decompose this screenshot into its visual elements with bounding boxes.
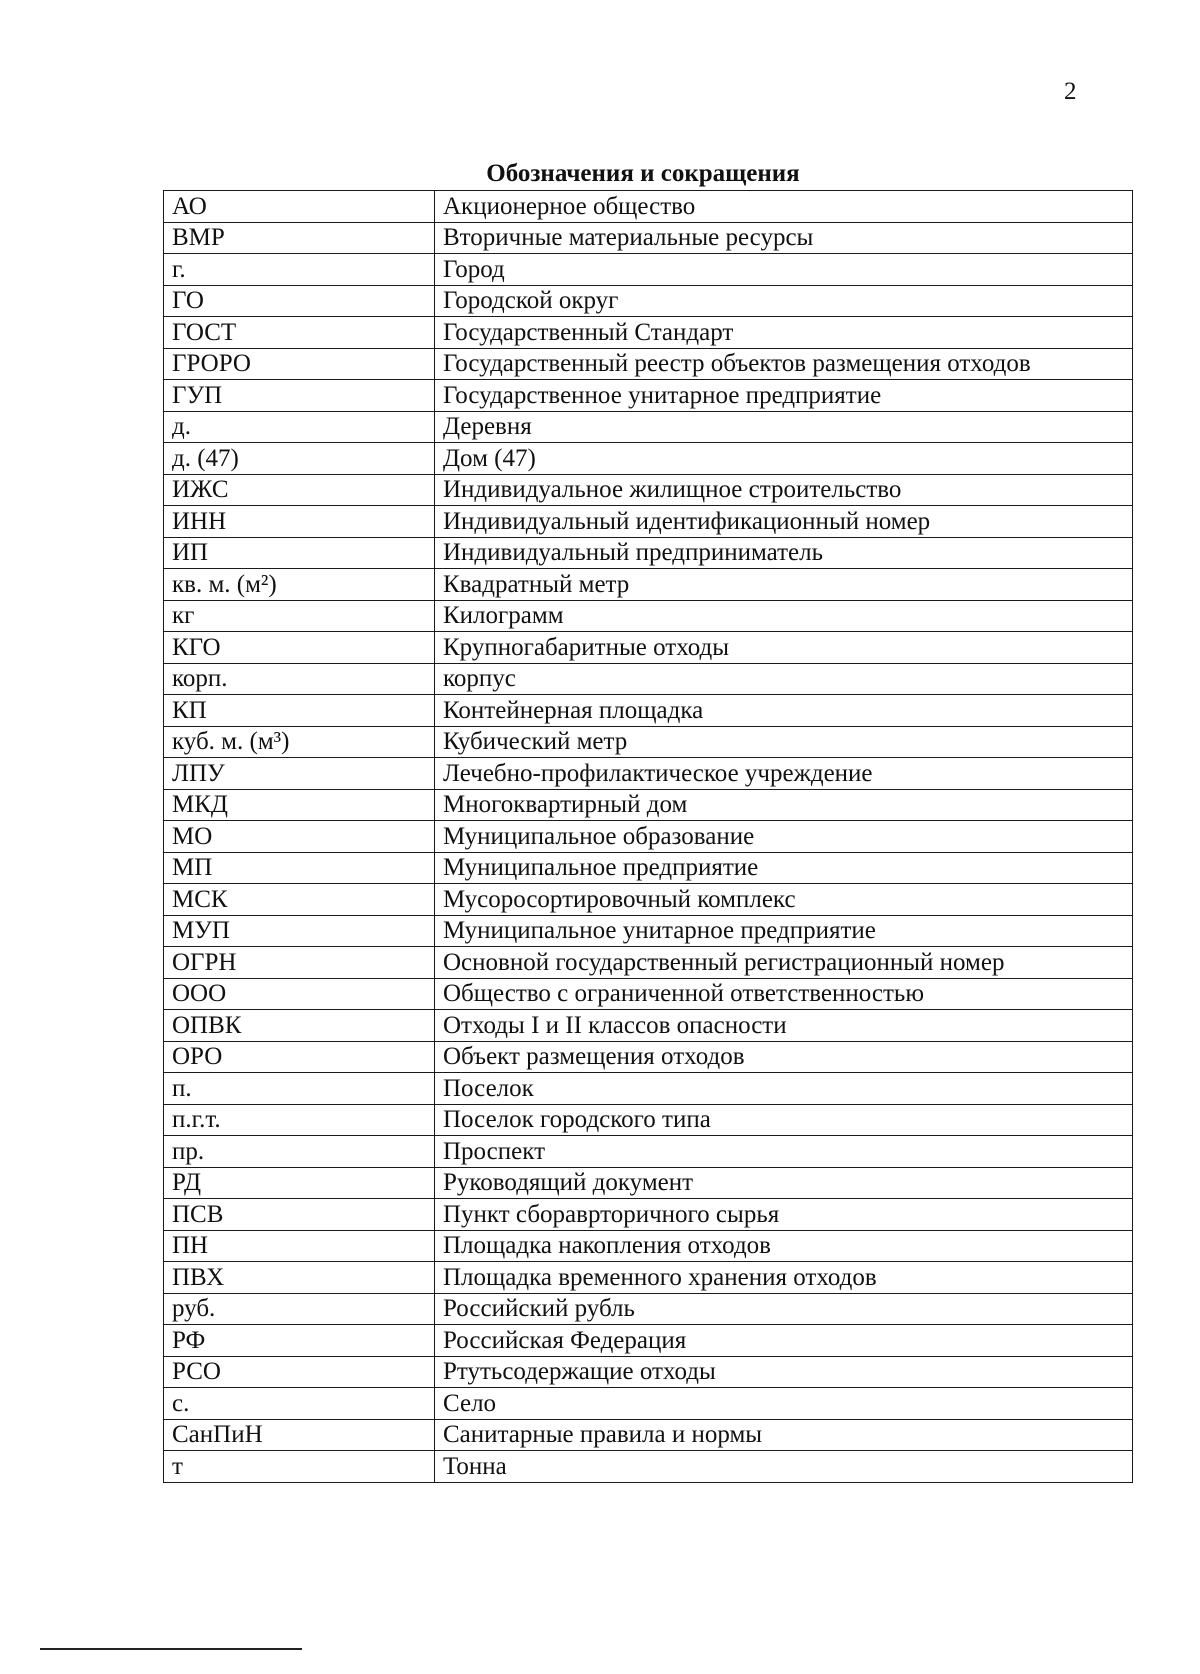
- table-row: [164, 1167, 1133, 1199]
- definition-cell: Ртутьсодержащие отходы: [435, 1356, 1133, 1388]
- definition-cell: Поселок: [435, 1073, 1133, 1105]
- abbreviation-cell: куб. м. (м³): [164, 726, 435, 758]
- definition-cell: Государственный реестр объектов размещения отходов: [435, 348, 1133, 380]
- abbreviation-cell: СанПиН: [164, 1419, 435, 1451]
- table-row: [164, 1451, 1133, 1483]
- table-row: [164, 1104, 1133, 1136]
- table-row: [164, 348, 1133, 380]
- abbreviation-cell: д.: [164, 411, 435, 443]
- abbreviation-cell: ПВХ: [164, 1262, 435, 1294]
- table-row: [164, 1073, 1133, 1105]
- abbreviation-cell: ВМР: [164, 222, 435, 254]
- definition-cell: корпус: [435, 663, 1133, 695]
- definition-cell: Квадратный метр: [435, 569, 1133, 601]
- abbreviation-cell: ГРОРО: [164, 348, 435, 380]
- abbreviation-cell: ГОСТ: [164, 317, 435, 349]
- abbreviations-table: [163, 190, 1133, 1483]
- definition-cell: Российская Федерация: [435, 1325, 1133, 1357]
- definition-cell: Муниципальное образование: [435, 821, 1133, 853]
- definition-cell: Акционерное общество: [435, 191, 1133, 223]
- abbreviation-cell: д. (47): [164, 443, 435, 475]
- abbreviation-cell: ГО: [164, 285, 435, 317]
- definition-cell: Кубический метр: [435, 726, 1133, 758]
- table-row: [164, 380, 1133, 412]
- table-row: [164, 884, 1133, 916]
- abbreviation-cell: РСО: [164, 1356, 435, 1388]
- definition-cell: Проспект: [435, 1136, 1133, 1168]
- abbreviation-cell: РФ: [164, 1325, 435, 1357]
- table-row: [164, 695, 1133, 727]
- definition-cell: Город: [435, 254, 1133, 286]
- abbreviation-cell: п.г.т.: [164, 1104, 435, 1136]
- table-row: [164, 632, 1133, 664]
- table-row: [164, 474, 1133, 506]
- page-title: Обозначения и сокращения: [486, 160, 800, 187]
- definition-cell: Крупногабаритные отходы: [435, 632, 1133, 664]
- abbreviation-cell: ОПВК: [164, 1010, 435, 1042]
- table-row: [164, 1419, 1133, 1451]
- definition-cell: Село: [435, 1388, 1133, 1420]
- definition-cell: Килограмм: [435, 600, 1133, 632]
- table-row: [164, 317, 1133, 349]
- definition-cell: Муниципальное унитарное предприятие: [435, 915, 1133, 947]
- table-row: [164, 1136, 1133, 1168]
- definition-cell: Объект размещения отходов: [435, 1041, 1133, 1073]
- abbreviation-cell: АО: [164, 191, 435, 223]
- definition-cell: Индивидуальный идентификационный номер: [435, 506, 1133, 538]
- definition-cell: Поселок городского типа: [435, 1104, 1133, 1136]
- definition-cell: Лечебно-профилактическое учреждение: [435, 758, 1133, 790]
- definition-cell: Российский рубль: [435, 1293, 1133, 1325]
- definition-cell: Многоквартирный дом: [435, 789, 1133, 821]
- definition-cell: Отходы I и II классов опасности: [435, 1010, 1133, 1042]
- table-row: [164, 663, 1133, 695]
- abbreviation-cell: РД: [164, 1167, 435, 1199]
- definition-cell: Руководящий документ: [435, 1167, 1133, 1199]
- abbreviation-cell: корп.: [164, 663, 435, 695]
- abbreviation-cell: ОРО: [164, 1041, 435, 1073]
- abbreviation-cell: ИЖС: [164, 474, 435, 506]
- abbreviation-cell: МСК: [164, 884, 435, 916]
- abbreviation-cell: КП: [164, 695, 435, 727]
- table-row: [164, 947, 1133, 979]
- abbreviation-cell: ИНН: [164, 506, 435, 538]
- abbreviation-cell: МКД: [164, 789, 435, 821]
- table-row: [164, 789, 1133, 821]
- definition-cell: Контейнерная площадка: [435, 695, 1133, 727]
- definition-cell: Вторичные материальные ресурсы: [435, 222, 1133, 254]
- abbreviation-cell: МУП: [164, 915, 435, 947]
- abbreviation-cell: МП: [164, 852, 435, 884]
- table-row: [164, 1388, 1133, 1420]
- table-row: [164, 1010, 1133, 1042]
- abbreviation-cell: кв. м. (м²): [164, 569, 435, 601]
- abbreviation-cell: ООО: [164, 978, 435, 1010]
- table-row: [164, 285, 1133, 317]
- table-row: [164, 726, 1133, 758]
- abbreviation-cell: с.: [164, 1388, 435, 1420]
- table-row: [164, 1293, 1133, 1325]
- definition-cell: Государственный Стандарт: [435, 317, 1133, 349]
- table-row: [164, 978, 1133, 1010]
- abbreviation-cell: кг: [164, 600, 435, 632]
- table-row: [164, 852, 1133, 884]
- abbreviation-cell: ИП: [164, 537, 435, 569]
- definition-cell: Городской округ: [435, 285, 1133, 317]
- table-row: [164, 443, 1133, 475]
- abbreviation-cell: ЛПУ: [164, 758, 435, 790]
- abbreviation-cell: пр.: [164, 1136, 435, 1168]
- definition-cell: Основной государственный регистрационный номер: [435, 947, 1133, 979]
- definition-cell: Пункт сбораврторичного сырья: [435, 1199, 1133, 1231]
- table-row: [164, 1041, 1133, 1073]
- table-row: [164, 506, 1133, 538]
- definition-cell: Муниципальное предприятие: [435, 852, 1133, 884]
- table-row: [164, 254, 1133, 286]
- abbreviation-cell: т: [164, 1451, 435, 1483]
- abbreviation-cell: ГУП: [164, 380, 435, 412]
- table-row: [164, 600, 1133, 632]
- abbreviation-cell: МО: [164, 821, 435, 853]
- definition-cell: Индивидуальное жилищное строительство: [435, 474, 1133, 506]
- definition-cell: Дом (47): [435, 443, 1133, 475]
- table-row: [164, 191, 1133, 223]
- table-row: [164, 758, 1133, 790]
- table-row: [164, 411, 1133, 443]
- abbreviation-cell: ПН: [164, 1230, 435, 1262]
- footnote-divider: [40, 1648, 302, 1650]
- table-row: [164, 1230, 1133, 1262]
- abbreviation-cell: ОГРН: [164, 947, 435, 979]
- definition-cell: Площадка временного хранения отходов: [435, 1262, 1133, 1294]
- definition-cell: Индивидуальный предприниматель: [435, 537, 1133, 569]
- definition-cell: Государственное унитарное предприятие: [435, 380, 1133, 412]
- abbreviation-cell: п.: [164, 1073, 435, 1105]
- table-row: [164, 915, 1133, 947]
- page-number: 2: [1064, 78, 1077, 105]
- table-row: [164, 1356, 1133, 1388]
- abbreviation-cell: руб.: [164, 1293, 435, 1325]
- abbreviations-table-body: [164, 191, 1133, 1483]
- definition-cell: Санитарные правила и нормы: [435, 1419, 1133, 1451]
- table-row: [164, 1199, 1133, 1231]
- definition-cell: Площадка накопления отходов: [435, 1230, 1133, 1262]
- definition-cell: Деревня: [435, 411, 1133, 443]
- table-row: [164, 1325, 1133, 1357]
- abbreviation-cell: КГО: [164, 632, 435, 664]
- abbreviation-cell: г.: [164, 254, 435, 286]
- table-row: [164, 569, 1133, 601]
- table-row: [164, 222, 1133, 254]
- table-row: [164, 821, 1133, 853]
- table-row: [164, 1262, 1133, 1294]
- definition-cell: Общество с ограниченной ответственностью: [435, 978, 1133, 1010]
- abbreviation-cell: ПСВ: [164, 1199, 435, 1231]
- table-row: [164, 537, 1133, 569]
- definition-cell: Тонна: [435, 1451, 1133, 1483]
- definition-cell: Мусоросортировочный комплекс: [435, 884, 1133, 916]
